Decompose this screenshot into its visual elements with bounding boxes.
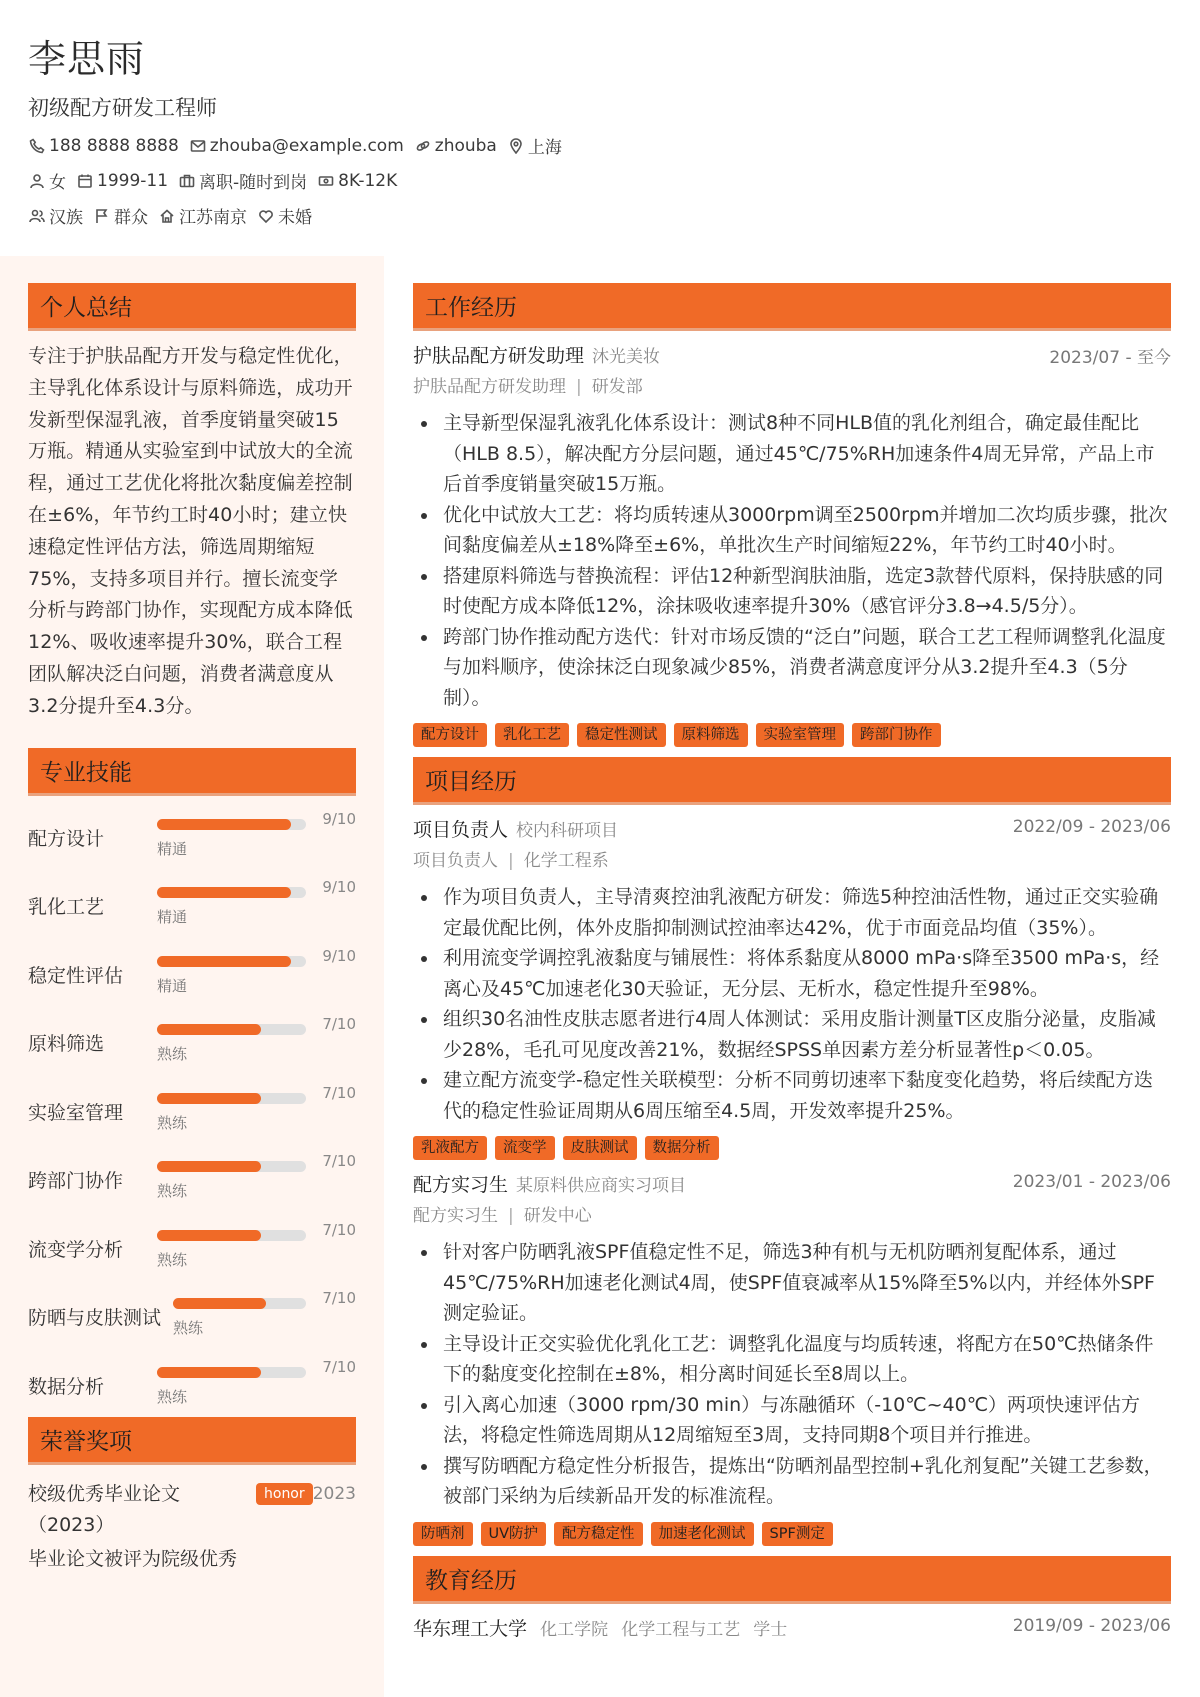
- skill-score: 7/10: [322, 1220, 356, 1239]
- background-row: [28, 203, 322, 228]
- skill-level: 精通: [157, 908, 188, 927]
- school-name: 华东理工大学: [413, 1617, 528, 1640]
- skill-row: [28, 1207, 356, 1276]
- political-text: 群众: [114, 208, 148, 228]
- birth-text: 1999-11: [97, 170, 169, 191]
- skill-name: 实验室管理: [28, 1101, 124, 1124]
- status-text: 离职-随时到岗: [199, 173, 308, 193]
- skill-bar-fill: [157, 887, 291, 898]
- skill-bar-fill: [173, 1298, 266, 1309]
- skill-bar-fill: [157, 1230, 261, 1241]
- entry-tags: [413, 723, 1171, 747]
- marital-text: 未婚: [278, 208, 312, 228]
- ethnicity-item: [28, 203, 83, 228]
- skill-bar: [157, 1024, 306, 1035]
- skill-score: 7/10: [322, 1015, 356, 1034]
- home-icon: [158, 207, 176, 225]
- entry-tags: [413, 1522, 1171, 1546]
- skill-row: [28, 1001, 356, 1070]
- entry-position: 项目负责人: [413, 851, 498, 871]
- entry-separator: |: [508, 1206, 514, 1226]
- skill-bar-fill: [157, 819, 291, 830]
- entry-organization: 校内科研项目: [516, 821, 619, 841]
- left-column: [28, 283, 356, 1575]
- skill-level: 熟练: [157, 1182, 188, 1201]
- skill-bar-fill: [157, 1161, 261, 1172]
- bullet-item: 撰写防晒配方稳定性分析报告，提炼出“防晒剂晶型控制+乳化剂复配”关键工艺参数，被部门采纳为后续新品开发的标准流程。: [413, 1451, 1171, 1512]
- candidate-name: 李思雨: [28, 37, 146, 81]
- bullet-item: 主导设计正交实验优化乳化工艺：调整乳化温度与均质转速，将配方在50℃热储条件下的黏度变化控制在±8%，相分离时间延长至8周以上。: [413, 1329, 1171, 1390]
- email-item[interactable]: [189, 136, 404, 156]
- entry-header: [413, 815, 1171, 846]
- skill-level: 精通: [157, 839, 188, 858]
- work-heading: 工作经历: [413, 283, 1171, 331]
- salary-item: [317, 171, 397, 191]
- skill-row: [28, 1344, 356, 1413]
- entry-role: 项目负责人: [413, 819, 509, 841]
- education-date: 2019/09 - 2023/06: [1012, 1615, 1171, 1636]
- skill-tag: 稳定性测试: [577, 723, 666, 747]
- entry-position: 配方实习生: [413, 1206, 498, 1226]
- ethnicity-text: 汉族: [49, 208, 83, 228]
- money-icon: [317, 172, 335, 190]
- entry-date: 2023/01 - 2023/06: [1012, 1172, 1171, 1192]
- gender-text: 女: [49, 173, 66, 193]
- entry-subtitle: [413, 1201, 1171, 1231]
- entry-bullets: [413, 882, 1171, 1126]
- bullet-item: 引入离心加速（3000 rpm/30 min）与冻融循环（-10℃~40℃）两项快速评估方法，将稳定性筛选周期从12周缩短至3周，支持同期8个项目并行推进。: [413, 1390, 1171, 1451]
- entry-department: 化学工程系: [523, 851, 609, 871]
- skill-name: 防晒与皮肤测试: [28, 1307, 162, 1330]
- skill-score: 9/10: [322, 946, 356, 965]
- entry-department: 研发部: [591, 377, 643, 397]
- bullet-item: 建立配方流变学-稳定性关联模型：分析不同剪切速率下黏度变化趋势，将后续配方迭代的稳定性验证周期从6周压缩至4.5周，开发效率提升25%。: [413, 1065, 1171, 1126]
- entry-role: 配方实习生: [413, 1174, 509, 1196]
- mail-icon: [189, 137, 207, 155]
- skill-tag: 流变学: [495, 1136, 555, 1160]
- skill-row: [28, 1138, 356, 1207]
- location-text: 上海: [527, 138, 562, 158]
- skills-list: [28, 796, 356, 1413]
- degree-name: 学士: [753, 1619, 788, 1640]
- skill-tag: SPF测定: [762, 1522, 833, 1546]
- skill-level: 熟练: [173, 1319, 204, 1338]
- skill-bar-fill: [157, 956, 291, 967]
- skill-tag: 数据分析: [645, 1136, 719, 1160]
- project-list: [413, 815, 1171, 1546]
- skill-tag: 乳化工艺: [495, 723, 569, 747]
- skill-score: 7/10: [322, 1357, 356, 1376]
- political-item: [93, 203, 148, 228]
- entry-separator: |: [576, 377, 582, 397]
- entry-role: 护肤品配方研发助理: [413, 345, 585, 367]
- skill-tag: 乳液配方: [413, 1136, 487, 1160]
- entry-organization: 沐光美妆: [592, 347, 661, 367]
- entry-date: 2022/09 - 2023/06: [1012, 817, 1171, 837]
- skill-row: [28, 933, 356, 1002]
- skill-bar: [157, 1230, 306, 1241]
- flag-icon: [93, 207, 111, 225]
- skill-row: [28, 796, 356, 865]
- skill-name: 配方设计: [28, 827, 105, 850]
- honor-badge: honor: [256, 1483, 313, 1505]
- projects-heading: 项目经历: [413, 757, 1171, 805]
- skill-name: 跨部门协作: [28, 1170, 124, 1193]
- job-title: 初级配方研发工程师: [28, 96, 217, 120]
- hometown-text: 江苏南京: [179, 208, 247, 228]
- entry-bullets: [413, 1237, 1171, 1512]
- skill-bar: [157, 1093, 306, 1104]
- honor-description: 毕业论文被评为院级优秀: [28, 1548, 238, 1571]
- skill-bar: [157, 887, 306, 898]
- birth-item: [76, 171, 168, 191]
- entry-separator: |: [508, 851, 514, 871]
- skill-level: 熟练: [157, 1045, 188, 1064]
- user-icon: [28, 172, 46, 190]
- contact-row: [28, 133, 572, 158]
- skills-heading: 专业技能: [28, 748, 356, 796]
- people-icon: [28, 207, 46, 225]
- skill-row: [28, 1275, 356, 1344]
- summary-heading: 个人总结: [28, 283, 356, 331]
- skill-bar-fill: [157, 1024, 261, 1035]
- entry-header: [413, 1170, 1171, 1201]
- email-text[interactable]: zhouba@example.com: [209, 135, 404, 156]
- skill-tag: 跨部门协作: [852, 723, 941, 747]
- bullet-item: 作为项目负责人，主导清爽控油乳液配方研发：筛选5种控油活性物，通过正交实验确定最优配比例，体外皮脂抑制测试控油率达42%，优于市面竞品均值（35%）。: [413, 882, 1171, 943]
- bullet-item: 主导新型保湿乳液乳化体系设计：测试8种不同HLB值的乳化剂组合，确定最佳配比（HLB 8.5），解决配方分层问题，通过45℃/75%RH加速条件4周无异常，产品上市后首季度销量突破15万瓶。: [413, 408, 1171, 500]
- link-item[interactable]: [414, 136, 497, 156]
- hometown-item: [158, 203, 247, 228]
- phone-item: [28, 136, 179, 156]
- skill-level: 熟练: [157, 1250, 188, 1269]
- skill-bar: [157, 956, 306, 967]
- skill-tag: 防晒剂: [413, 1522, 473, 1546]
- bullet-item: 利用流变学调控乳液黏度与铺展性：将体系黏度从8000 mPa·s降至3500 mPa·s，经离心及45℃加速老化30天验证，无分层、无析水，稳定性提升至98%。: [413, 943, 1171, 1004]
- skill-bar-fill: [157, 1093, 261, 1104]
- skill-score: 7/10: [322, 1289, 356, 1308]
- skill-tag: 配方设计: [413, 723, 487, 747]
- skill-tag: 皮肤测试: [563, 1136, 637, 1160]
- college-name: 化工学院: [540, 1619, 609, 1640]
- skill-score: 7/10: [322, 1152, 356, 1171]
- skill-bar: [173, 1298, 306, 1309]
- skill-bar: [157, 819, 306, 830]
- skill-name: 原料筛选: [28, 1033, 105, 1056]
- location-icon: [507, 137, 525, 155]
- entry-organization: 某原料供应商实习项目: [516, 1176, 687, 1196]
- honor-name: 校级优秀毕业论文（2023）: [28, 1483, 181, 1537]
- entry-date: 2023/07 - 至今: [1049, 348, 1171, 368]
- phone-text: 188 8888 8888: [49, 135, 179, 156]
- status-item: [178, 168, 307, 193]
- entry-subtitle: [413, 372, 1171, 402]
- honor-item: [28, 1479, 356, 1575]
- education-heading: 教育经历: [413, 1556, 1171, 1604]
- link-text[interactable]: zhouba: [434, 135, 497, 156]
- skill-bar-fill: [157, 1367, 261, 1378]
- skill-name: 乳化工艺: [28, 896, 105, 919]
- bullet-item: 优化中试放大工艺：将均质转速从3000rpm调至2500rpm并增加二次均质步骤，批次间黏度偏差从±18%降至±6%，单批次生产时间缩短22%，年节约工时40小时。: [413, 500, 1171, 561]
- skill-score: 9/10: [322, 809, 356, 828]
- skill-level: 熟练: [157, 1387, 188, 1406]
- honors-heading: 荣誉奖项: [28, 1417, 356, 1465]
- bullet-item: 搭建原料筛选与替换流程：评估12种新型润肤油脂，选定3款替代原料，保持肤感的同时使配方成本降低12%，涂抹吸收速率提升30%（感官评分3.8→4.5/5分）。: [413, 561, 1171, 622]
- bullet-item: 组织30名油性皮肤志愿者进行4周人体测试：采用皮脂计测量T区皮脂分泌量，皮脂减少28%，毛孔可见度改善21%，数据经SPSS单因素方差分析显著性p＜0.05。: [413, 1004, 1171, 1065]
- skill-name: 稳定性评估: [28, 964, 124, 987]
- personal-row: [28, 168, 407, 193]
- entry-position: 护肤品配方研发助理: [413, 377, 566, 397]
- entry-bullets: [413, 408, 1171, 713]
- briefcase-icon: [178, 172, 196, 190]
- skill-tag: 加速老化测试: [651, 1522, 754, 1546]
- skill-score: 7/10: [322, 1083, 356, 1102]
- skill-row: [28, 1070, 356, 1139]
- entry-department: 研发中心: [523, 1206, 592, 1226]
- skill-row: [28, 864, 356, 933]
- skill-tag: 配方稳定性: [554, 1522, 643, 1546]
- right-column: [413, 283, 1171, 1645]
- major-name: 化学工程与工艺: [621, 1619, 741, 1640]
- skill-tag: 原料筛选: [674, 723, 748, 747]
- honor-year: 2023: [312, 1484, 356, 1505]
- skill-tag: UV防护: [481, 1522, 547, 1546]
- gender-item: [28, 168, 66, 193]
- calendar-icon: [76, 172, 94, 190]
- skill-score: 9/10: [322, 878, 356, 897]
- education-entry: [413, 1614, 1171, 1645]
- link-icon: [414, 137, 432, 155]
- entry-header: [413, 341, 1171, 372]
- skill-bar: [157, 1367, 306, 1378]
- skill-name: 流变学分析: [28, 1238, 124, 1261]
- skill-level: 熟练: [157, 1113, 188, 1132]
- bullet-item: 针对客户防晒乳液SPF值稳定性不足，筛选3种有机与无机防晒剂复配体系，通过45℃/75%RH加速老化测试4周，使SPF值衰减率从15%降至5%以内，并经体外SPF测定验证。: [413, 1237, 1171, 1329]
- heart-icon: [257, 207, 275, 225]
- phone-icon: [28, 137, 46, 155]
- skill-name: 数据分析: [28, 1375, 105, 1398]
- skill-tag: 实验室管理: [756, 723, 845, 747]
- entry-subtitle: [413, 846, 1171, 876]
- entry-tags: [413, 1136, 1171, 1160]
- marital-item: [257, 203, 312, 228]
- resume-header: [28, 28, 1168, 243]
- skill-level: 精通: [157, 976, 188, 995]
- skill-bar: [157, 1161, 306, 1172]
- location-item: [507, 133, 562, 158]
- bullet-item: 跨部门协作推动配方迭代：针对市场反馈的“泛白”问题，联合工艺工程师调整乳化温度与加料顺序，使涂抹泛白现象减少85%，消费者满意度评分从3.2提升至4.3（5分制）。: [413, 622, 1171, 714]
- summary-text: 专注于护肤品配方开发与稳定性优化，主导乳化体系设计与原料筛选，成功开发新型保湿乳液，首季度销量突破15万瓶。精通从实验室到中试放大的全流程，通过工艺优化将批次黏度偏差控制在±6%，年节约工时40小时；建立快速稳定性评估方法，筛选周期缩短75%，支持多项目并行。擅长流变学分析与跨部门协作，实现配方成本降低12%、吸收速率提升30%，联合工程团队解决泛白问题，消费者满意度从3.2分提升至4.3分。: [28, 345, 353, 717]
- salary-text: 8K-12K: [338, 170, 398, 191]
- work-list: [413, 341, 1171, 747]
